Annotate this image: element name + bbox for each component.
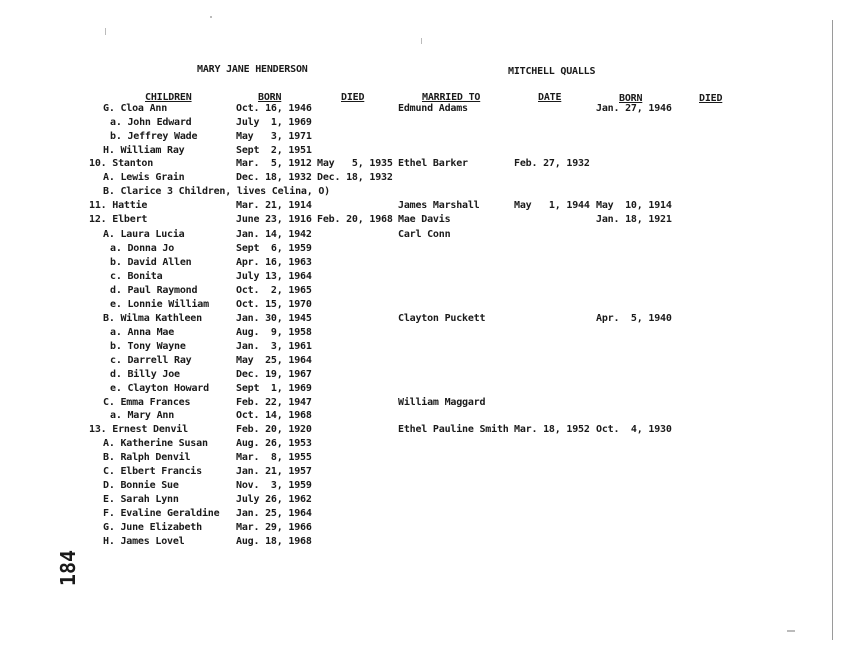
born-date: Oct. 14, 1968 xyxy=(236,410,312,421)
born-date: Sept 6, 1959 xyxy=(236,243,312,254)
child-name: G. Cloa Ann xyxy=(103,103,168,114)
child-name: C. Emma Frances xyxy=(103,397,191,408)
child-name: d. Paul Raymond xyxy=(110,285,198,296)
child-name: E. Sarah Lynn xyxy=(103,494,179,505)
header-born: BORN xyxy=(258,92,282,103)
child-name: H. James Lovel xyxy=(103,536,185,547)
child-name: c. Bonita xyxy=(110,271,163,282)
born-date: Dec. 19, 1967 xyxy=(236,369,312,380)
child-name: H. William Ray xyxy=(103,145,185,156)
child-name: a. Donna Jo xyxy=(110,243,175,254)
child-name: B. Wilma Kathleen xyxy=(103,313,202,324)
born-date: Jan. 14, 1942 xyxy=(236,229,312,240)
born-date: Nov. 3, 1959 xyxy=(236,480,312,491)
born-date: Jan. 3, 1961 xyxy=(236,341,312,352)
married-to: William Maggard xyxy=(398,397,486,408)
born-date: July 26, 1962 xyxy=(236,494,312,505)
died-date: May 5, 1935 xyxy=(317,158,393,169)
child-name: 11. Hattie xyxy=(89,200,148,211)
born-date: Feb. 22, 1947 xyxy=(236,397,312,408)
born-date: Apr. 16, 1963 xyxy=(236,257,312,268)
page-number: 184 xyxy=(56,549,81,587)
child-name: c. Darrell Ray xyxy=(110,355,192,366)
spouse-born-date: Jan. 27, 1946 xyxy=(596,103,672,114)
scan-speck xyxy=(210,16,212,18)
born-date: Mar. 8, 1955 xyxy=(236,452,312,463)
born-date: Mar. 5, 1912 xyxy=(236,158,312,169)
born-date: July 13, 1964 xyxy=(236,271,312,282)
header-married-to: MARRIED TO xyxy=(422,92,481,103)
born-date: Oct. 16, 1946 xyxy=(236,103,312,114)
left-title: MARY JANE HENDERSON xyxy=(197,64,308,75)
scan-speck xyxy=(787,630,795,632)
born-date: Mar. 29, 1966 xyxy=(236,522,312,533)
child-name: e. Clayton Howard xyxy=(110,383,209,394)
married-to: Carl Conn xyxy=(398,229,451,240)
born-date: Dec. 18, 1932 xyxy=(236,172,312,183)
child-name: e. Lonnie William xyxy=(110,299,209,310)
born-date: Jan. 25, 1964 xyxy=(236,508,312,519)
child-name: d. Billy Joe xyxy=(110,369,180,380)
spouse-born-date: Apr. 5, 1940 xyxy=(596,313,672,324)
child-name: a. Mary Ann xyxy=(110,410,175,421)
child-name: A. Laura Lucia xyxy=(103,229,185,240)
header-spouse-born: BORN xyxy=(619,93,643,104)
child-name: F. Evaline Geraldine xyxy=(103,508,220,519)
born-date: Jan. 21, 1957 xyxy=(236,466,312,477)
born-date: Aug. 18, 1968 xyxy=(236,536,312,547)
child-name: 12. Elbert xyxy=(89,214,148,225)
died-date: Feb. 20, 1968 xyxy=(317,214,393,225)
spouse-born-date: Oct. 4, 1930 xyxy=(596,424,672,435)
born-date: Aug. 9, 1958 xyxy=(236,327,312,338)
right-title: MITCHELL QUALLS xyxy=(508,66,596,77)
child-name: b. Jeffrey Wade xyxy=(110,131,198,142)
header-children: CHILDREN xyxy=(145,92,192,103)
child-name: B. Clarice 3 Children, lives Celina, O) xyxy=(103,186,330,197)
child-name: A. Lewis Grain xyxy=(103,172,185,183)
child-name: 10. Stanton xyxy=(89,158,154,169)
child-name: b. Tony Wayne xyxy=(110,341,186,352)
married-to: Edmund Adams xyxy=(398,103,468,114)
header-spouse-died: DIED xyxy=(699,93,723,104)
born-date: Sept 1, 1969 xyxy=(236,383,312,394)
born-date: May 25, 1964 xyxy=(236,355,312,366)
child-name: A. Katherine Susan xyxy=(103,438,208,449)
scan-speck xyxy=(105,28,106,35)
child-name: G. June Elizabeth xyxy=(103,522,202,533)
header-died: DIED xyxy=(341,92,365,103)
born-date: Mar. 21, 1914 xyxy=(236,200,312,211)
born-date: Oct. 15, 1970 xyxy=(236,299,312,310)
child-name: a. John Edward xyxy=(110,117,192,128)
spouse-born-date: May 10, 1914 xyxy=(596,200,672,211)
born-date: Feb. 20, 1920 xyxy=(236,424,312,435)
born-date: Sept 2, 1951 xyxy=(236,145,312,156)
header-date: DATE xyxy=(538,92,562,103)
scan-edge-line xyxy=(832,20,833,640)
child-name: C. Elbert Francis xyxy=(103,466,202,477)
marriage-date: Feb. 27, 1932 xyxy=(514,158,590,169)
marriage-date: Mar. 18, 1952 xyxy=(514,424,590,435)
born-date: June 23, 1916 xyxy=(236,214,312,225)
born-date: May 3, 1971 xyxy=(236,131,312,142)
married-to: Ethel Barker xyxy=(398,158,468,169)
child-name: D. Bonnie Sue xyxy=(103,480,179,491)
child-name: B. Ralph Denvil xyxy=(103,452,191,463)
scan-speck xyxy=(421,38,422,44)
child-name: 13. Ernest Denvil xyxy=(89,424,188,435)
died-date: Dec. 18, 1932 xyxy=(317,172,393,183)
child-name: b. David Allen xyxy=(110,257,192,268)
married-to: Ethel Pauline Smith xyxy=(398,424,509,435)
spouse-born-date: Jan. 18, 1921 xyxy=(596,214,672,225)
child-name: a. Anna Mae xyxy=(110,327,175,338)
married-to: Clayton Puckett xyxy=(398,313,486,324)
married-to: James Marshall xyxy=(398,200,480,211)
born-date: Aug. 26, 1953 xyxy=(236,438,312,449)
married-to: Mae Davis xyxy=(398,214,451,225)
born-date: Oct. 2, 1965 xyxy=(236,285,312,296)
born-date: Jan. 30, 1945 xyxy=(236,313,312,324)
born-date: July 1, 1969 xyxy=(236,117,312,128)
marriage-date: May 1, 1944 xyxy=(514,200,590,211)
